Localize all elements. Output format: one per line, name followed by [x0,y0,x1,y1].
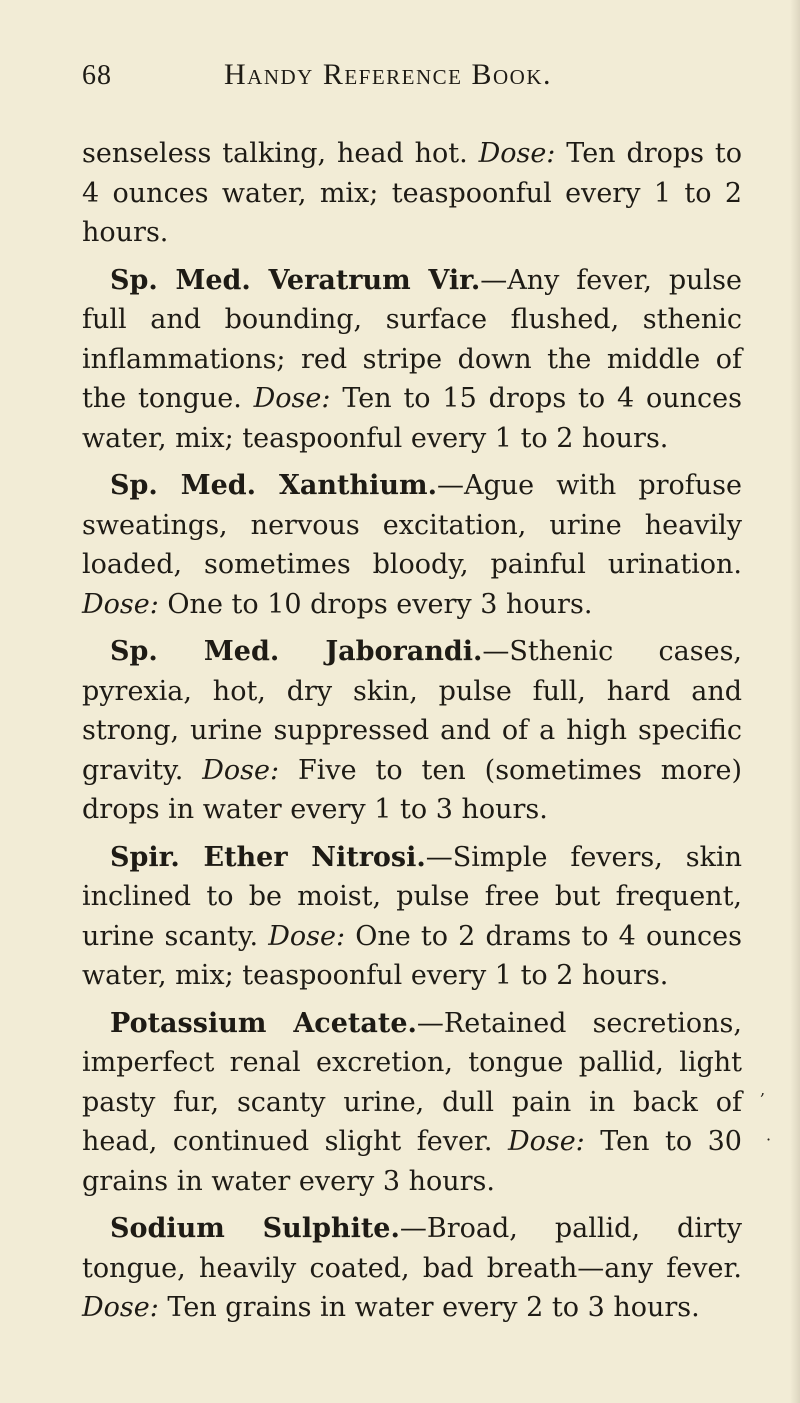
dose-text: Ten drops to 4 ounces water, mix; teaspoonful every 1 to 2 hours. [82,138,743,248]
ink-speck: ‚ [760,1080,766,1099]
page-number: 68 [82,60,112,91]
entry-term: Sp. Med. Xanthium. [110,470,437,501]
dose-text: One to 2 drams to 4 ounces water, mix; teaspoonful every 1 to 2 hours. [82,920,743,991]
entry-term: Sodium Sulphite. [110,1213,400,1244]
dose-label: Dose: [253,383,331,414]
entry-term: Spir. Ether Nitrosi. [110,841,426,873]
page-edge-shadow [790,0,800,1403]
entry-paragraph [82,838,742,996]
dose-label: Dose: [478,138,556,169]
dose-text: Ten to 15 drops to 4 ounces water, mix; teaspoonful every 1 to 2 hours. [82,383,742,454]
book-page [82,58,742,1336]
entry-paragraph [82,1209,742,1328]
entry-text: —Sthenic cases, pyrexia, hot, dry skin, pulse full, hard and strong, urine suppressed and of a high specific gravity. [82,636,743,786]
dose-label: Dose: [202,754,280,786]
entry-paragraph [82,1004,742,1202]
ink-speck: · [766,1130,772,1149]
dose-label: Dose: [82,1292,159,1323]
entry-text: —Ague with profuse sweatings, nervous excitation, urine heavily loaded, sometimes bloody, painful urination. [82,470,743,580]
dose-text: Five to ten (sometimes more) drops in water every 1 to 3 hours. [82,754,743,825]
running-head: Handy Reference Book. [224,58,553,91]
body-text [82,134,742,1328]
dose-label: Dose: [507,1126,585,1157]
dose-text: One to 10 drops every 3 hours. [158,588,593,620]
entry-text: —Broad, pallid, dirty tongue, heavily coated, bad breath—any fever. [82,1213,742,1284]
entry-text: —Any fever, pulse full and bounding, surface flushed, sthenic inflammations; red stripe down the middle of the tongue. [82,264,742,414]
dose-text: Ten grains in water every 2 to 3 hours. [158,1292,700,1323]
dose-label: Dose: [82,588,159,620]
entry-paragraph [82,466,742,624]
entry-term: Sp. Med. Veratrum Vir. [110,264,481,296]
intro-paragraph [82,134,742,253]
intro-text: senseless talking, head hot. [82,138,479,169]
entry-paragraph [82,261,742,459]
entry-text: —Simple fevers, skin inclined to be moist, pulse free but frequent, urine scanty. [82,841,743,952]
entry-paragraph [82,632,742,830]
entry-term: Potassium Acetate. [110,1007,417,1039]
dose-text: Ten to 30 grains in water every 3 hours. [82,1126,742,1197]
entry-term: Sp. Med. Jaborandi. [110,636,483,667]
entry-text: —Retained secretions, imperfect renal excretion, tongue pallid, light pasty fur, scanty urine, dull pain in back of head, continued slight fever. [82,1007,742,1157]
dose-label: Dose: [268,920,346,952]
page-header [82,58,742,106]
